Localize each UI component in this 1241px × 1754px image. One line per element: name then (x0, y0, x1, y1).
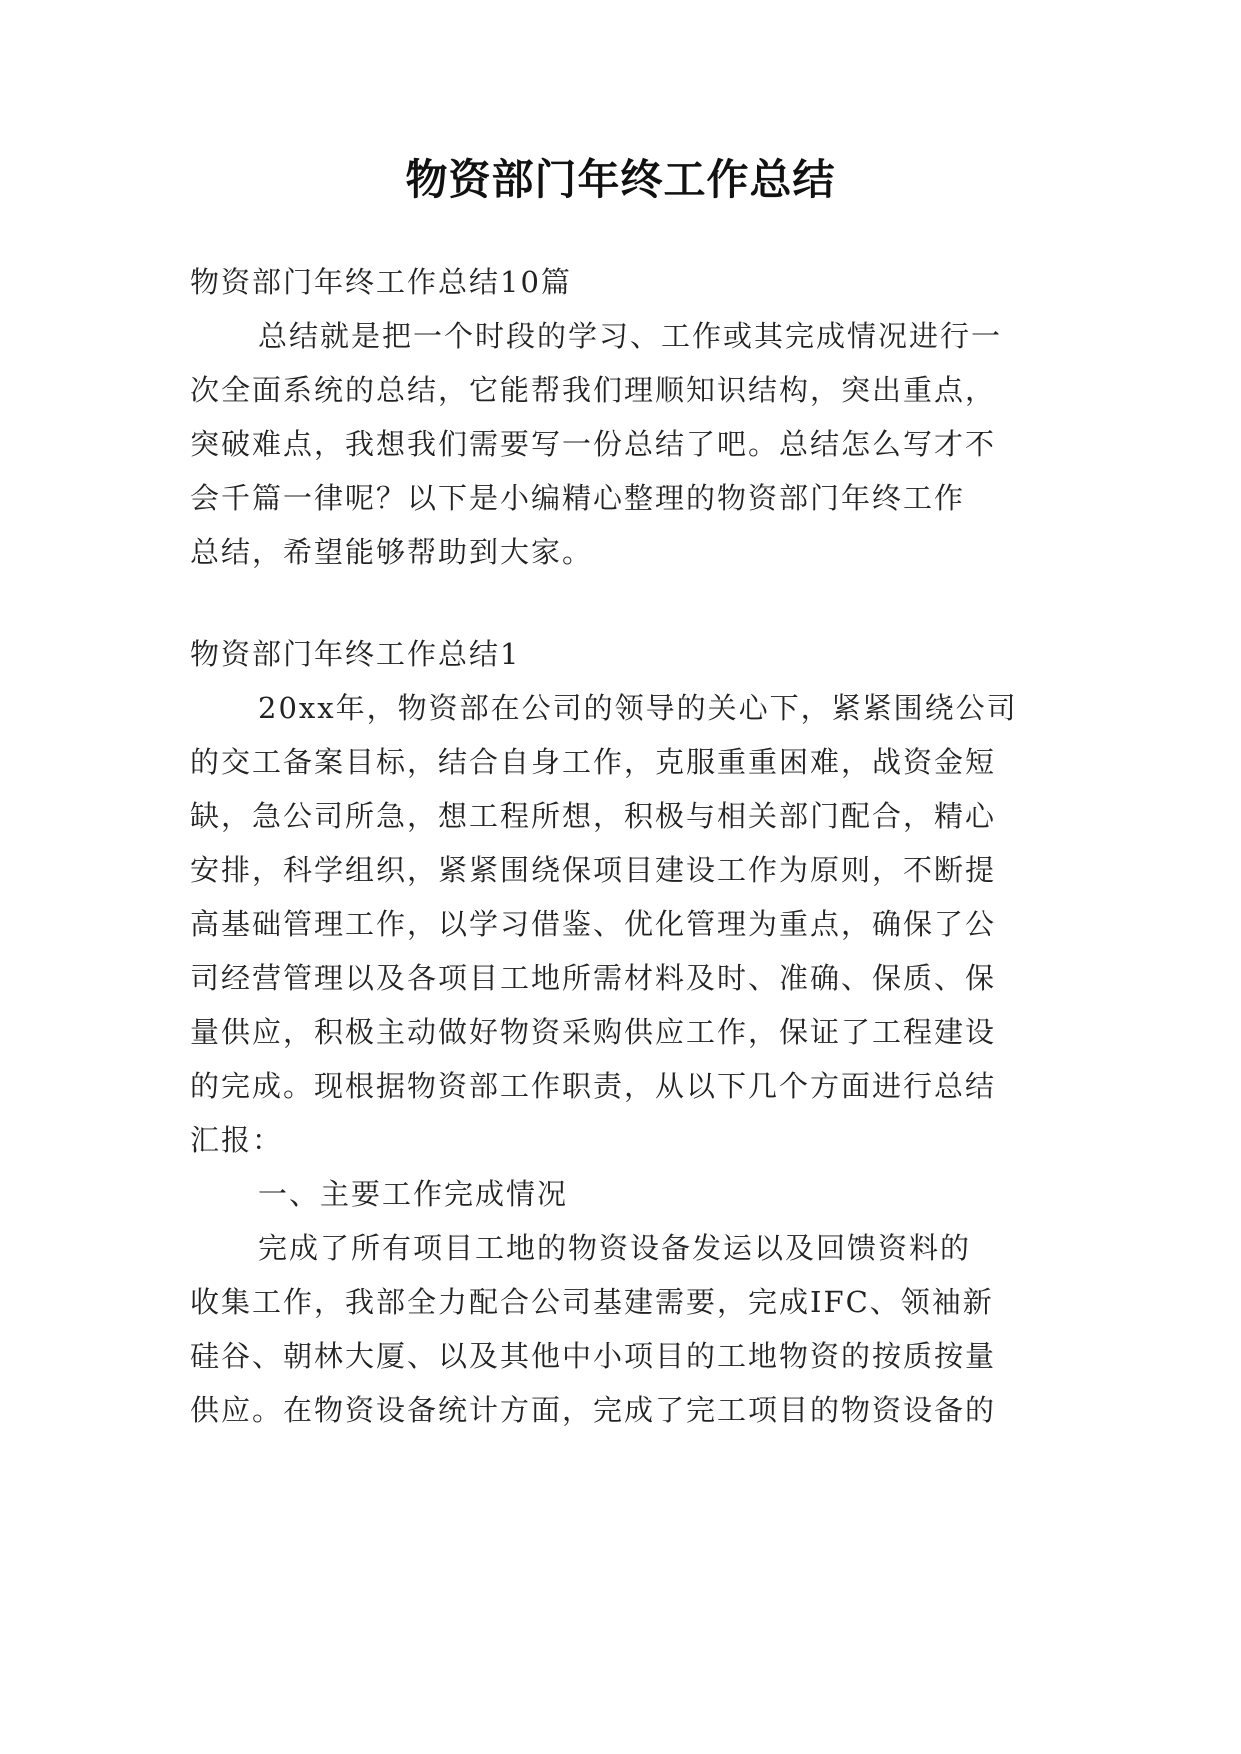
paragraph-line: 安排，科学组织，紧紧围绕保项目建设工作为原则，不断提 (190, 853, 997, 887)
paragraph-line: 司经营管理以及各项目工地所需材料及时、准确、保质、保 (190, 961, 997, 995)
intro-line: 总结，希望能够帮助到大家。 (190, 535, 594, 569)
intro-line: 次全面系统的总结，它能帮我们理顺知识结构，突出重点， (190, 373, 997, 407)
subheading: 一、主要工作完成情况 (258, 1177, 569, 1211)
document-title: 物资部门年终工作总结 (405, 155, 836, 204)
intro-line: 总结就是把一个时段的学习、工作或其完成情况进行一 (258, 319, 1003, 353)
intro-line: 突破难点，我想我们需要写一份总结了吧。总结怎么写才不 (190, 427, 997, 461)
paragraph-line: 高基础管理工作，以学习借鉴、优化管理为重点，确保了公 (190, 907, 997, 941)
paragraph-line: 的交工备案目标，结合自身工作，克服重重困难，战资金短 (190, 745, 997, 779)
intro-line: 会千篇一律呢？以下是小编精心整理的物资部门年终工作 (190, 481, 966, 515)
paragraph-line: 20xx年，物资部在公司的领导的关心下，紧紧围绕公司 (258, 691, 1018, 725)
paragraph-line: 收集工作，我部全力配合公司基建需要，完成IFC、领袖新 (190, 1285, 994, 1319)
paragraph-line: 缺，急公司所急，想工程所想，积极与相关部门配合，精心 (190, 799, 997, 833)
paragraph-line: 汇报： (190, 1123, 284, 1157)
paragraph-line: 完成了所有项目工地的物资设备发运以及回馈资料的 (258, 1231, 972, 1265)
paragraph-line: 量供应，积极主动做好物资采购供应工作，保证了工程建设 (190, 1015, 997, 1049)
document-subtitle: 物资部门年终工作总结10篇 (190, 265, 572, 299)
paragraph-line: 硅谷、朝林大厦、以及其他中小项目的工地物资的按质按量 (190, 1339, 997, 1373)
paragraph-line: 的完成。现根据物资部工作职责，从以下几个方面进行总结 (190, 1069, 997, 1103)
paragraph-line: 供应。在物资设备统计方面，完成了完工项目的物资设备的 (190, 1393, 997, 1427)
section-heading: 物资部门年终工作总结1 (190, 637, 521, 671)
